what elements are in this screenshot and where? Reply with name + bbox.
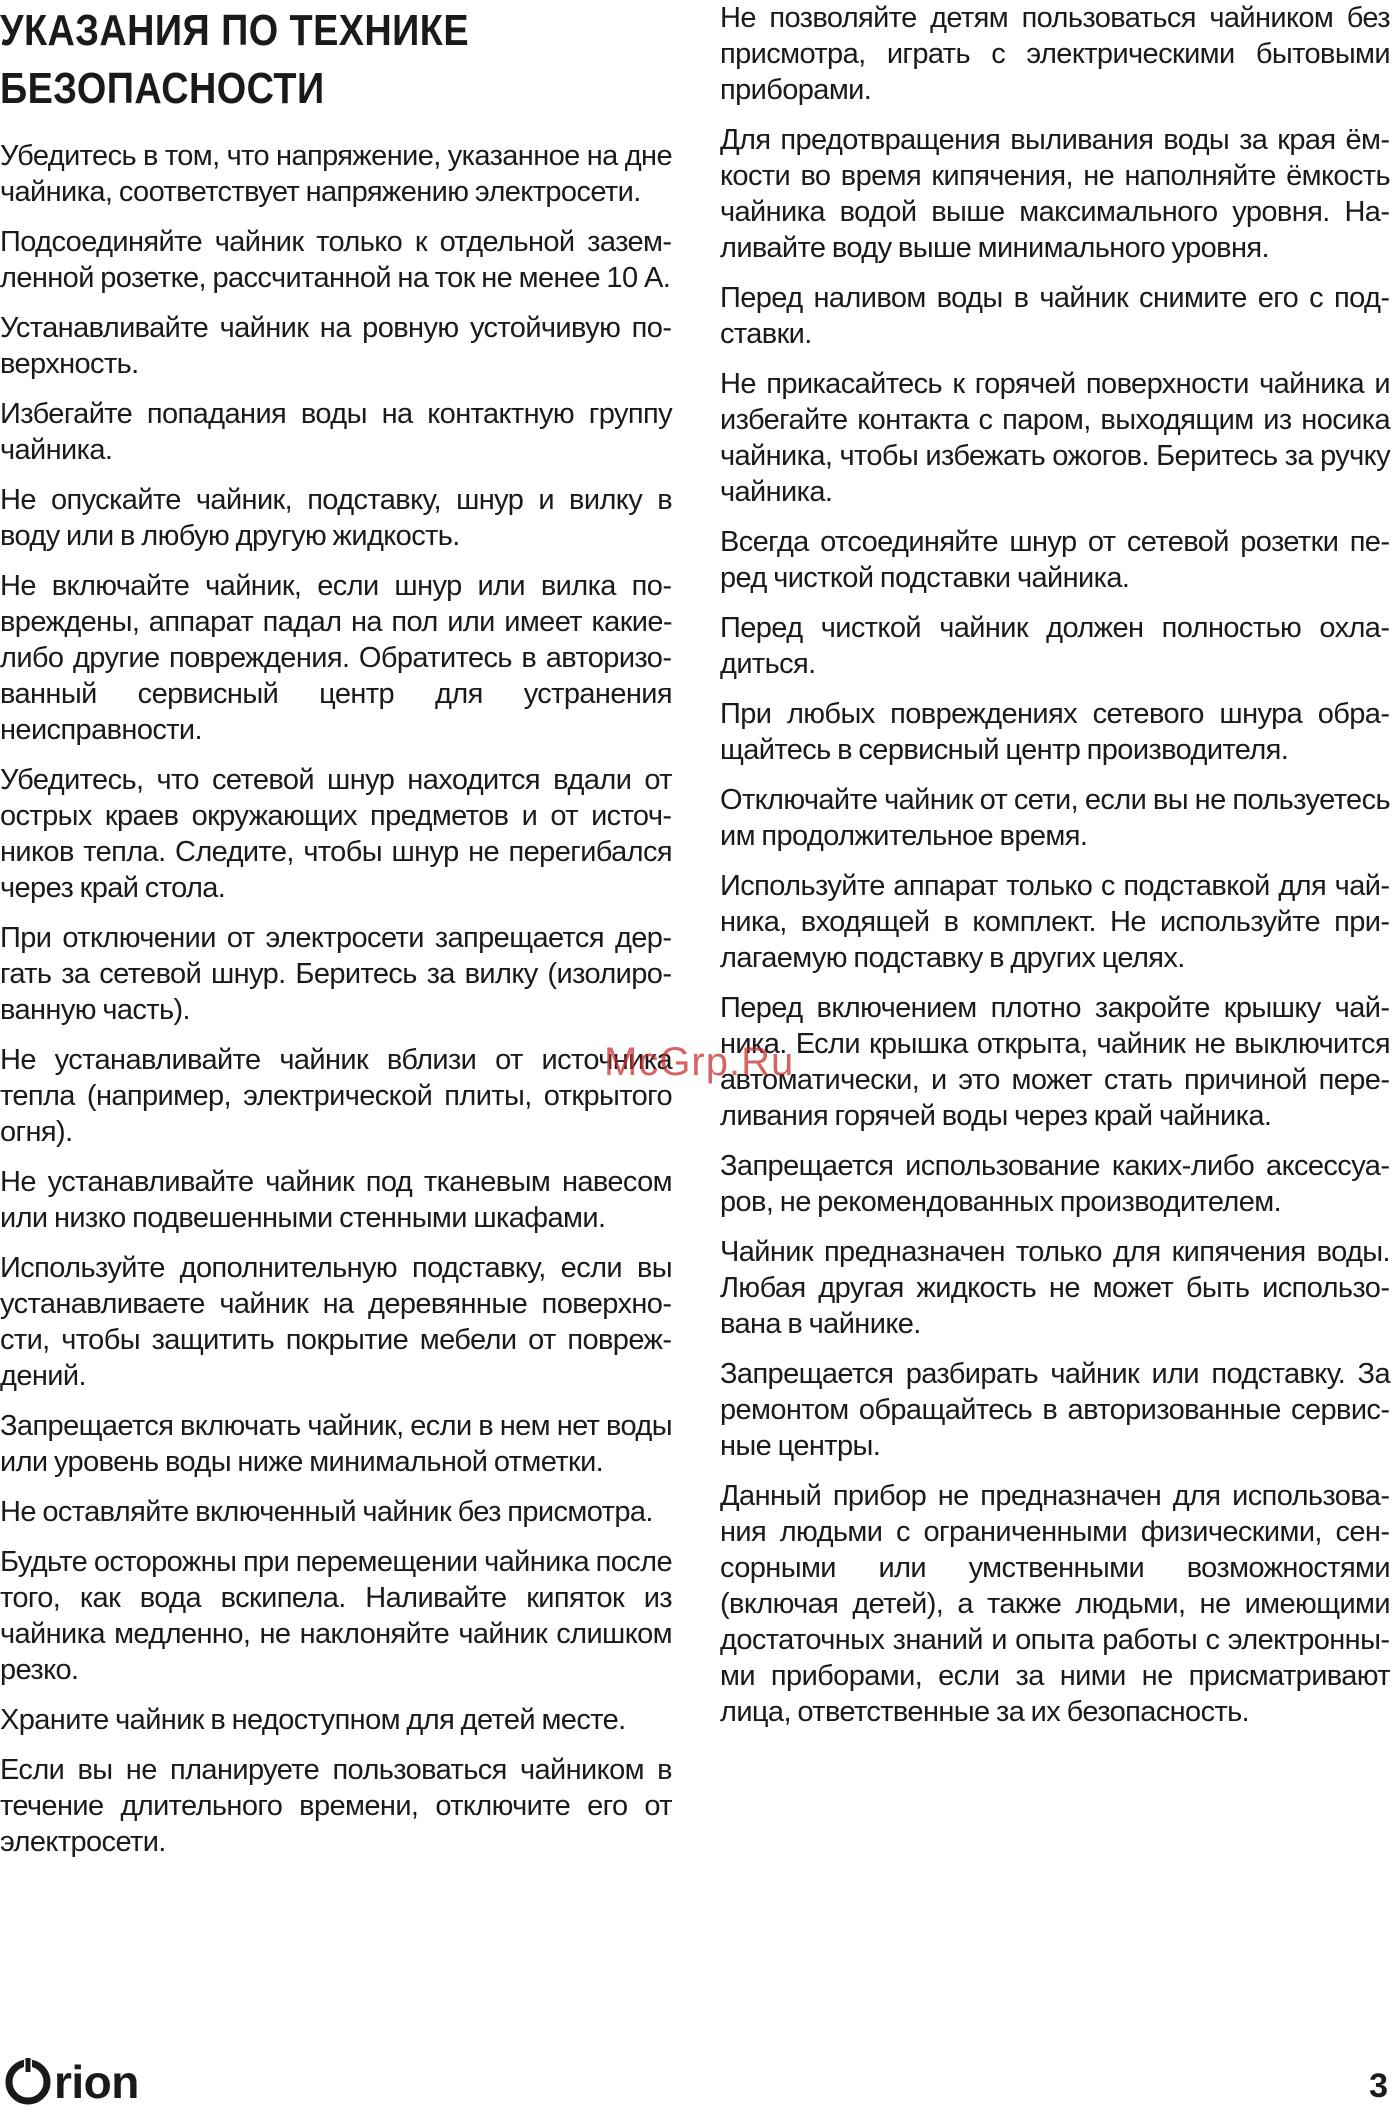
safety-paragraph: Запрещается использование каких-либо аксессуаров, не рекомендованных производителем. bbox=[720, 1150, 1390, 1218]
safety-paragraph: Перед чисткой чайник должен полностью охладиться. bbox=[720, 612, 1390, 680]
safety-paragraph: Убедитесь, что сетевой шнур находится вдали от острых краев окружающих предметов и от источников тепла. Следите, чтобы шнур не перегибался через край стола. bbox=[0, 764, 672, 904]
safety-paragraph: Не устанавливайте чайник под тканевым навесом или низко подвешенными стенными шкафами. bbox=[0, 1166, 672, 1234]
left-column-body bbox=[0, 138, 672, 1860]
safety-paragraph: При отключении от электросети запрещается дергать за сетевой шнур. Беритесь за вилку (изолированную часть). bbox=[0, 922, 672, 1026]
safety-paragraph: Если вы не планируете пользоваться чайником в течение длительного времени, отключите его от электросети. bbox=[0, 1754, 672, 1858]
safety-paragraph: Не включайте чайник, если шнур или вилка повреждены, аппарат падал на пол или имеет какие-либо другие повреждения. Обратитесь в авторизованный сервисный центр для устранения неисправности. bbox=[0, 570, 672, 746]
safety-paragraph: Подсоединяйте чайник только к отдельной заземленной розетке, рассчитанной на ток не менее 10 А. bbox=[0, 226, 672, 294]
safety-paragraph: Избегайте попадания воды на контактную группу чайника. bbox=[0, 398, 672, 466]
safety-paragraph: Перед наливом воды в чайник снимите его с подставки. bbox=[720, 282, 1390, 350]
safety-paragraph: Не прикасайтесь к горячей поверхности чайника и избегайте контакта с паром, выходящим из носика чайника, чтобы избежать ожогов. Беритесь за ручку чайника. bbox=[720, 368, 1390, 508]
safety-paragraph: Перед включением плотно закройте крышку чайника. Если крышка открыта, чайник не выключится автоматически, и это может стать причиной переливания горячей воды через край чайника. bbox=[720, 992, 1390, 1132]
page-number: 3 bbox=[1369, 2067, 1388, 2105]
safety-paragraph: Используйте аппарат только с подставкой для чайника, входящей в комплект. Не используйте прилагаемую подставку в других целях. bbox=[720, 870, 1390, 974]
safety-paragraph: При любых повреждениях сетевого шнура обращайтесь в сервисный центр производителя. bbox=[720, 698, 1390, 766]
safety-paragraph: Чайник предназначен только для кипячения воды. Любая другая жидкость не может быть использована в чайнике. bbox=[720, 1236, 1390, 1340]
page-title: УКАЗАНИЯ ПО ТЕХНИКЕ БЕЗОПАСНОСТИ bbox=[0, 6, 469, 113]
safety-paragraph: Не оставляйте включенный чайник без присмотра. bbox=[0, 1496, 653, 1528]
safety-paragraph: Не позволяйте детям пользоваться чайником без присмотра, играть с электрическими бытовыми приборами. bbox=[720, 2, 1390, 106]
safety-paragraph: Данный прибор не предназначен для использования людьми с ограниченными физическими, сенсорными или умственными возможностями (включая детей), а также людьми, не имеющими достаточных знаний и опыта работы с электронными приборами, если за ними не присматривают лица, ответственные за их безопасность. bbox=[720, 1480, 1390, 1728]
left-column bbox=[0, 0, 672, 1874]
brand-logo bbox=[4, 2058, 139, 2106]
safety-paragraph: Будьте осторожны при перемещении чайника после того, как вода вскипела. Наливайте кипяток из чайника медленно, не наклоняйте чайник слишком резко. bbox=[0, 1546, 672, 1686]
safety-paragraph: Используйте дополнительную подставку, если вы устанавливаете чайник на деревянные поверхности, чтобы защитить покрытие мебели от повреждений. bbox=[0, 1252, 672, 1392]
right-column bbox=[720, 0, 1390, 1744]
safety-paragraph: Убедитесь в том, что напряжение, указанное на дне чайника, соответствует напряжению электросети. bbox=[0, 140, 672, 208]
brand-logo-icon bbox=[4, 2058, 52, 2106]
safety-paragraph: Храните чайник в недоступном для детей месте. bbox=[0, 1704, 626, 1736]
safety-paragraph: Не опускайте чайник, подставку, шнур и вилку в воду или в любую другую жидкость. bbox=[0, 484, 672, 552]
safety-paragraph: Для предотвращения выливания воды за края ёмкости во время кипячения, не наполняйте ёмкость чайника водой выше максимального уровня. Наливайте воду выше минимального уровня. bbox=[720, 124, 1390, 264]
safety-paragraph: Запрещается включать чайник, если в нем нет воды или уровень воды ниже минимальной отметки. bbox=[0, 1410, 672, 1478]
safety-paragraph: Не устанавливайте чайник вблизи от источника тепла (например, электрической плиты, открытого огня). bbox=[0, 1044, 672, 1148]
safety-paragraph: Всегда отсоединяйте шнур от сетевой розетки перед чисткой подставки чайника. bbox=[720, 526, 1390, 594]
safety-paragraph: Запрещается разбирать чайник или подставку. За ремонтом обращайтесь в авторизованные сервисные центры. bbox=[720, 1358, 1390, 1462]
safety-paragraph: Устанавливайте чайник на ровную устойчивую поверхность. bbox=[0, 312, 672, 380]
watermark: McGrp.Ru bbox=[604, 1040, 795, 1084]
brand-logo-text: rion bbox=[54, 2056, 139, 2108]
safety-paragraph: Отключайте чайник от сети, если вы не пользуетесь им продолжительное время. bbox=[720, 784, 1390, 852]
